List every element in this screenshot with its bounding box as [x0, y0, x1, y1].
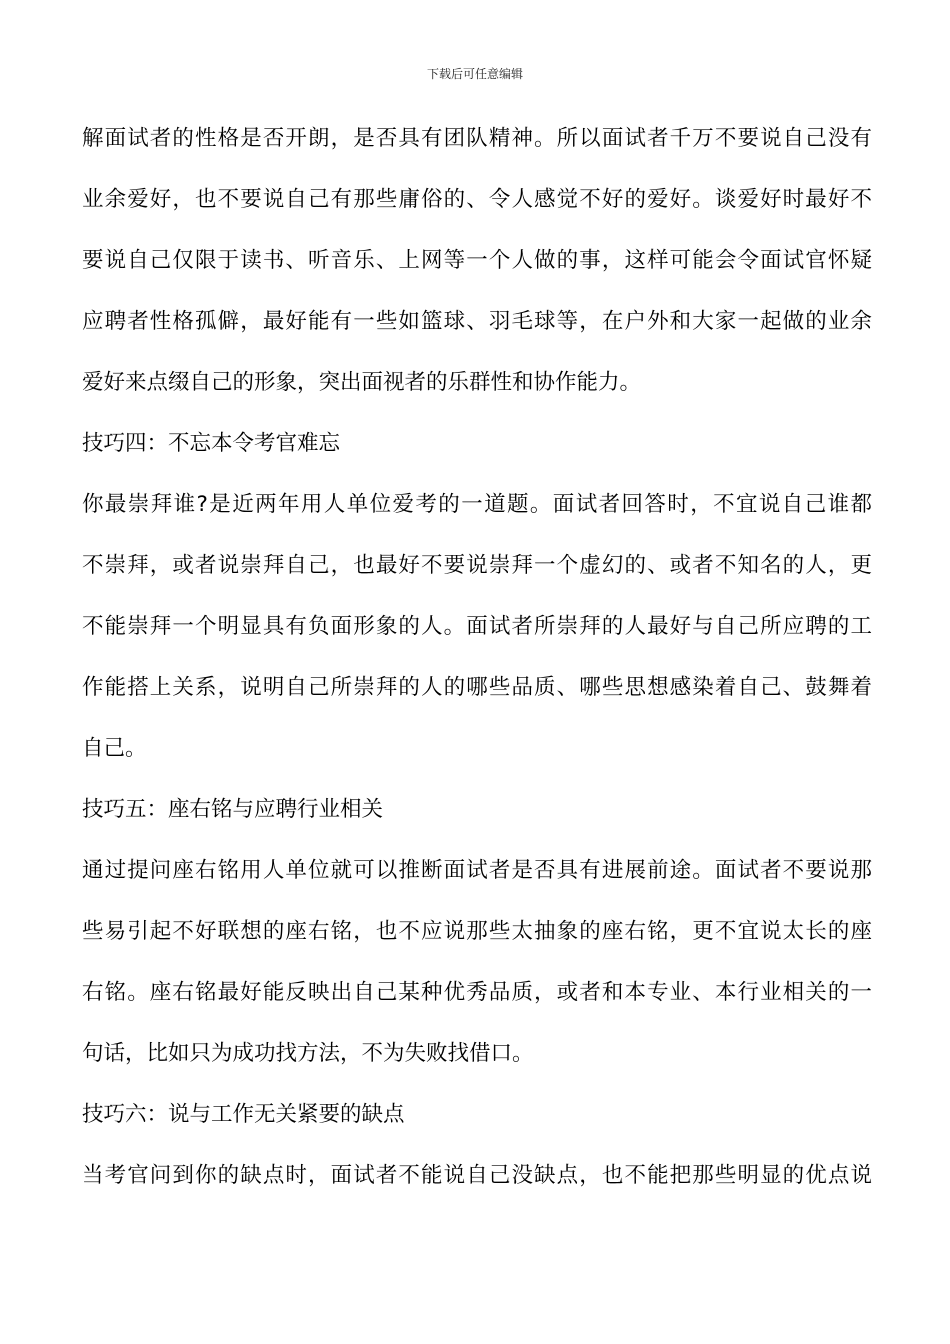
- document-body: [82, 108, 872, 1206]
- text-line: 不崇拜，或者说崇拜自己，也最好不要说崇拜一个虚幻的、或者不知名的人，更: [82, 553, 872, 578]
- page-header-note: 下载后可任意编辑: [426, 67, 523, 81]
- text-line: 业余爱好，也不要说自己有那些庸俗的、令人感觉不好的爱好。谈爱好时最好不: [82, 187, 872, 212]
- text-line: 当考官问到你的缺点时，面试者不能说自己没缺点，也不能把那些明显的优点说: [82, 1163, 872, 1188]
- text-line: 些易引起不好联想的座右铭，也不应说那些太抽象的座右铭，更不宜说太长的座: [82, 919, 872, 944]
- text-line: 句话，比如只为成功找方法，不为失败找借口。: [82, 1041, 534, 1066]
- paragraph-hobbies: [82, 108, 872, 413]
- text-line: 应聘者性格孤僻，最好能有一些如篮球、羽毛球等，在户外和大家一起做的业余: [82, 309, 872, 334]
- section-heading-tip-4: 技巧四：不忘本令考官难忘: [82, 431, 341, 456]
- text-line: 不能崇拜一个明显具有负面形象的人。面试者所崇拜的人最好与自己所应聘的工: [82, 614, 872, 639]
- paragraph-admired-person: [82, 474, 872, 779]
- text-line: 作能搭上关系，说明自己所崇拜的人的哪些品质、哪些思想感染着自己、鼓舞着: [82, 675, 872, 700]
- text-line: 右铭。座右铭最好能反映出自己某种优秀品质，或者和本专业、本行业相关的一: [82, 980, 872, 1005]
- text-line: 要说自己仅限于读书、听音乐、上网等一个人做的事，这样可能会令面试官怀疑: [82, 248, 872, 273]
- paragraph-motto: [82, 840, 872, 1084]
- text-line: 你最崇拜谁?是近两年用人单位爱考的一道题。面试者回答时，不宜说自己谁都: [82, 492, 872, 517]
- section-heading-tip-6: 技巧六：说与工作无关紧要的缺点: [82, 1102, 405, 1127]
- paragraph-weaknesses: [82, 1145, 872, 1206]
- text-line: 自己。: [82, 736, 147, 761]
- section-heading-tip-5: 技巧五：座右铭与应聘行业相关: [82, 797, 384, 822]
- text-line: 解面试者的性格是否开朗，是否具有团队精神。所以面试者千万不要说自己没有: [82, 126, 872, 151]
- text-line: 爱好来点缀自己的形象，突出面视者的乐群性和协作能力。: [82, 370, 642, 395]
- text-line: 通过提问座右铭用人单位就可以推断面试者是否具有进展前途。面试者不要说那: [82, 858, 872, 883]
